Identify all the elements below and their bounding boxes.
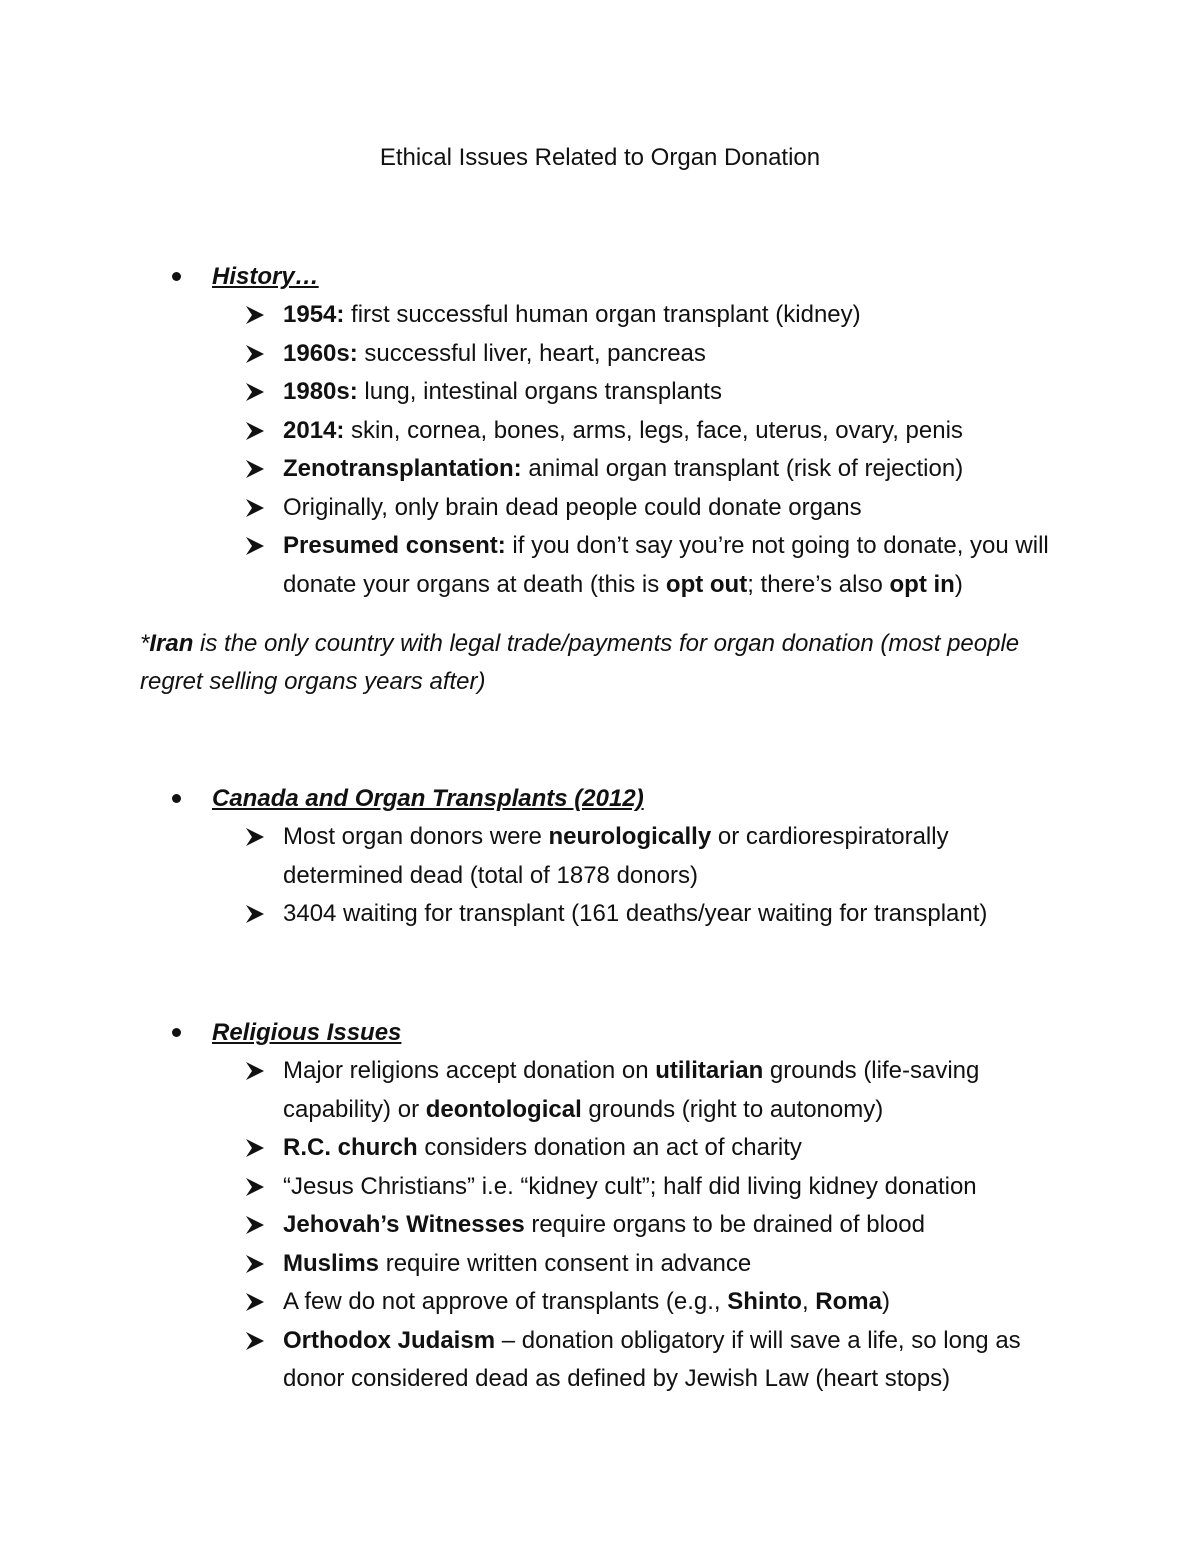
list-item — [172, 1322, 1063, 1399]
list-item — [172, 450, 1063, 489]
item-bold-term: utilitarian — [655, 1057, 764, 1084]
bullet-dot-icon — [172, 794, 181, 803]
item-text: first successful human organ transplant (kidney) — [344, 301, 861, 328]
item-text: Most organ donors were — [283, 823, 549, 850]
bullet-dot-icon — [172, 1028, 181, 1037]
item-bold-label: Zenotransplantation: — [283, 455, 522, 482]
list-item — [172, 1245, 1063, 1284]
item-text: animal organ transplant (risk of rejection) — [521, 455, 964, 482]
section-canada — [172, 780, 1072, 934]
item-bold-term: opt in — [889, 570, 955, 598]
item-text: skin, cornea, bones, arms, legs, face, uterus, ovary, penis — [344, 416, 963, 444]
bullet-dot-icon — [172, 272, 181, 281]
item-bold-label: Jehovah’s Witnesses — [283, 1211, 525, 1238]
item-text: – donation obligatory if will save a life, so long as donor considered dead as defined by Jewish Law (heart stops) — [283, 1326, 1021, 1392]
note-bold-term: Iran — [149, 630, 194, 657]
item-text: successful liver, heart, pancreas — [357, 339, 706, 367]
list-item — [172, 335, 1063, 374]
list-item — [172, 296, 1063, 335]
arrow-bullet-icon — [244, 1176, 266, 1198]
arrow-bullet-icon — [244, 1137, 266, 1159]
list-item — [172, 1052, 1063, 1129]
item-bold-label: 1954: — [283, 301, 345, 328]
list-item — [172, 1129, 1063, 1168]
history-list — [172, 296, 1072, 604]
item-text: , — [801, 1288, 816, 1315]
item-text: ) — [881, 1288, 890, 1315]
arrow-bullet-icon — [244, 1214, 266, 1236]
list-item — [172, 1206, 1063, 1245]
section-heading: Canada and Organ Transplants (2012) — [212, 785, 644, 812]
arrow-bullet-icon — [244, 535, 266, 557]
item-bold-label: 1980s: — [283, 378, 358, 405]
list-item — [172, 489, 1063, 528]
list-item — [172, 1283, 1063, 1322]
item-bold-term: Roma — [815, 1288, 882, 1315]
arrow-bullet-icon — [244, 1291, 266, 1313]
arrow-bullet-icon — [244, 420, 266, 442]
arrow-bullet-icon — [244, 826, 266, 848]
item-text: require written consent in advance — [379, 1249, 752, 1277]
list-item — [172, 412, 1063, 451]
item-text: grounds (life-saving capability) or — [283, 1057, 980, 1123]
item-bold-term: opt out — [665, 570, 748, 598]
item-bold-label: Orthodox Judaism — [283, 1326, 496, 1354]
arrow-bullet-icon — [244, 1330, 266, 1352]
arrow-bullet-icon — [244, 381, 266, 403]
item-bold-term: Shinto — [727, 1288, 802, 1315]
section-heading-row — [172, 1014, 1072, 1052]
item-text: “Jesus Christians” i.e. “kidney cult”; half did living kidney donation — [283, 1172, 977, 1200]
section-heading-row — [172, 780, 1072, 818]
item-text: Major religions accept donation on — [283, 1057, 656, 1084]
arrow-bullet-icon — [244, 903, 266, 925]
item-bold-term: deontological — [425, 1095, 582, 1123]
item-bold-term: neurologically — [548, 823, 712, 850]
canada-list — [172, 818, 1072, 934]
arrow-bullet-icon — [244, 1253, 266, 1275]
item-bold-label: Presumed consent: — [283, 532, 506, 559]
item-bold-label: R.C. church — [283, 1134, 418, 1161]
arrow-bullet-icon — [244, 497, 266, 519]
note-text: is the only country with legal trade/payments for organ donation (most people regret selling organs years after) — [140, 630, 1020, 695]
item-text: if you don’t say you’re not going to donate, you will donate your organs at death (this is — [283, 532, 1049, 598]
item-text: require organs to be drained of blood — [524, 1211, 925, 1238]
item-text: ; there’s also — [747, 570, 890, 598]
section-heading: History… — [212, 263, 319, 290]
religious-list — [172, 1052, 1072, 1399]
item-text: 3404 waiting for transplant (161 deaths/year waiting for transplant) — [283, 900, 988, 927]
document-title: Ethical Issues Related to Organ Donation — [379, 144, 821, 171]
section-history — [172, 258, 1072, 604]
item-bold-label: 1960s: — [283, 339, 358, 367]
iran-note — [140, 625, 1060, 701]
item-text: considers donation an act of charity — [417, 1134, 802, 1161]
item-bold-label: Muslims — [283, 1249, 380, 1277]
arrow-bullet-icon — [244, 304, 266, 326]
note-asterisk: * — [140, 630, 150, 657]
section-heading: Religious Issues — [212, 1019, 402, 1046]
list-item — [172, 1168, 1063, 1207]
arrow-bullet-icon — [244, 458, 266, 480]
item-text: lung, intestinal organs transplants — [357, 378, 722, 405]
arrow-bullet-icon — [244, 1060, 266, 1082]
arrow-bullet-icon — [244, 343, 266, 365]
item-text: Originally, only brain dead people could donate organs — [283, 493, 862, 521]
item-text: grounds (right to autonomy) — [581, 1095, 884, 1123]
list-item — [172, 373, 1063, 412]
item-text: A few do not approve of transplants (e.g., — [283, 1288, 728, 1315]
section-heading-row — [172, 258, 1072, 296]
list-item — [172, 527, 1063, 604]
item-text: ) — [954, 570, 963, 598]
list-item — [172, 818, 1063, 895]
item-bold-label: 2014: — [283, 416, 345, 444]
item-text: or cardiorespiratorally determined dead (total of 1878 donors) — [283, 823, 949, 889]
list-item — [172, 895, 1063, 934]
section-religious — [172, 1014, 1072, 1399]
